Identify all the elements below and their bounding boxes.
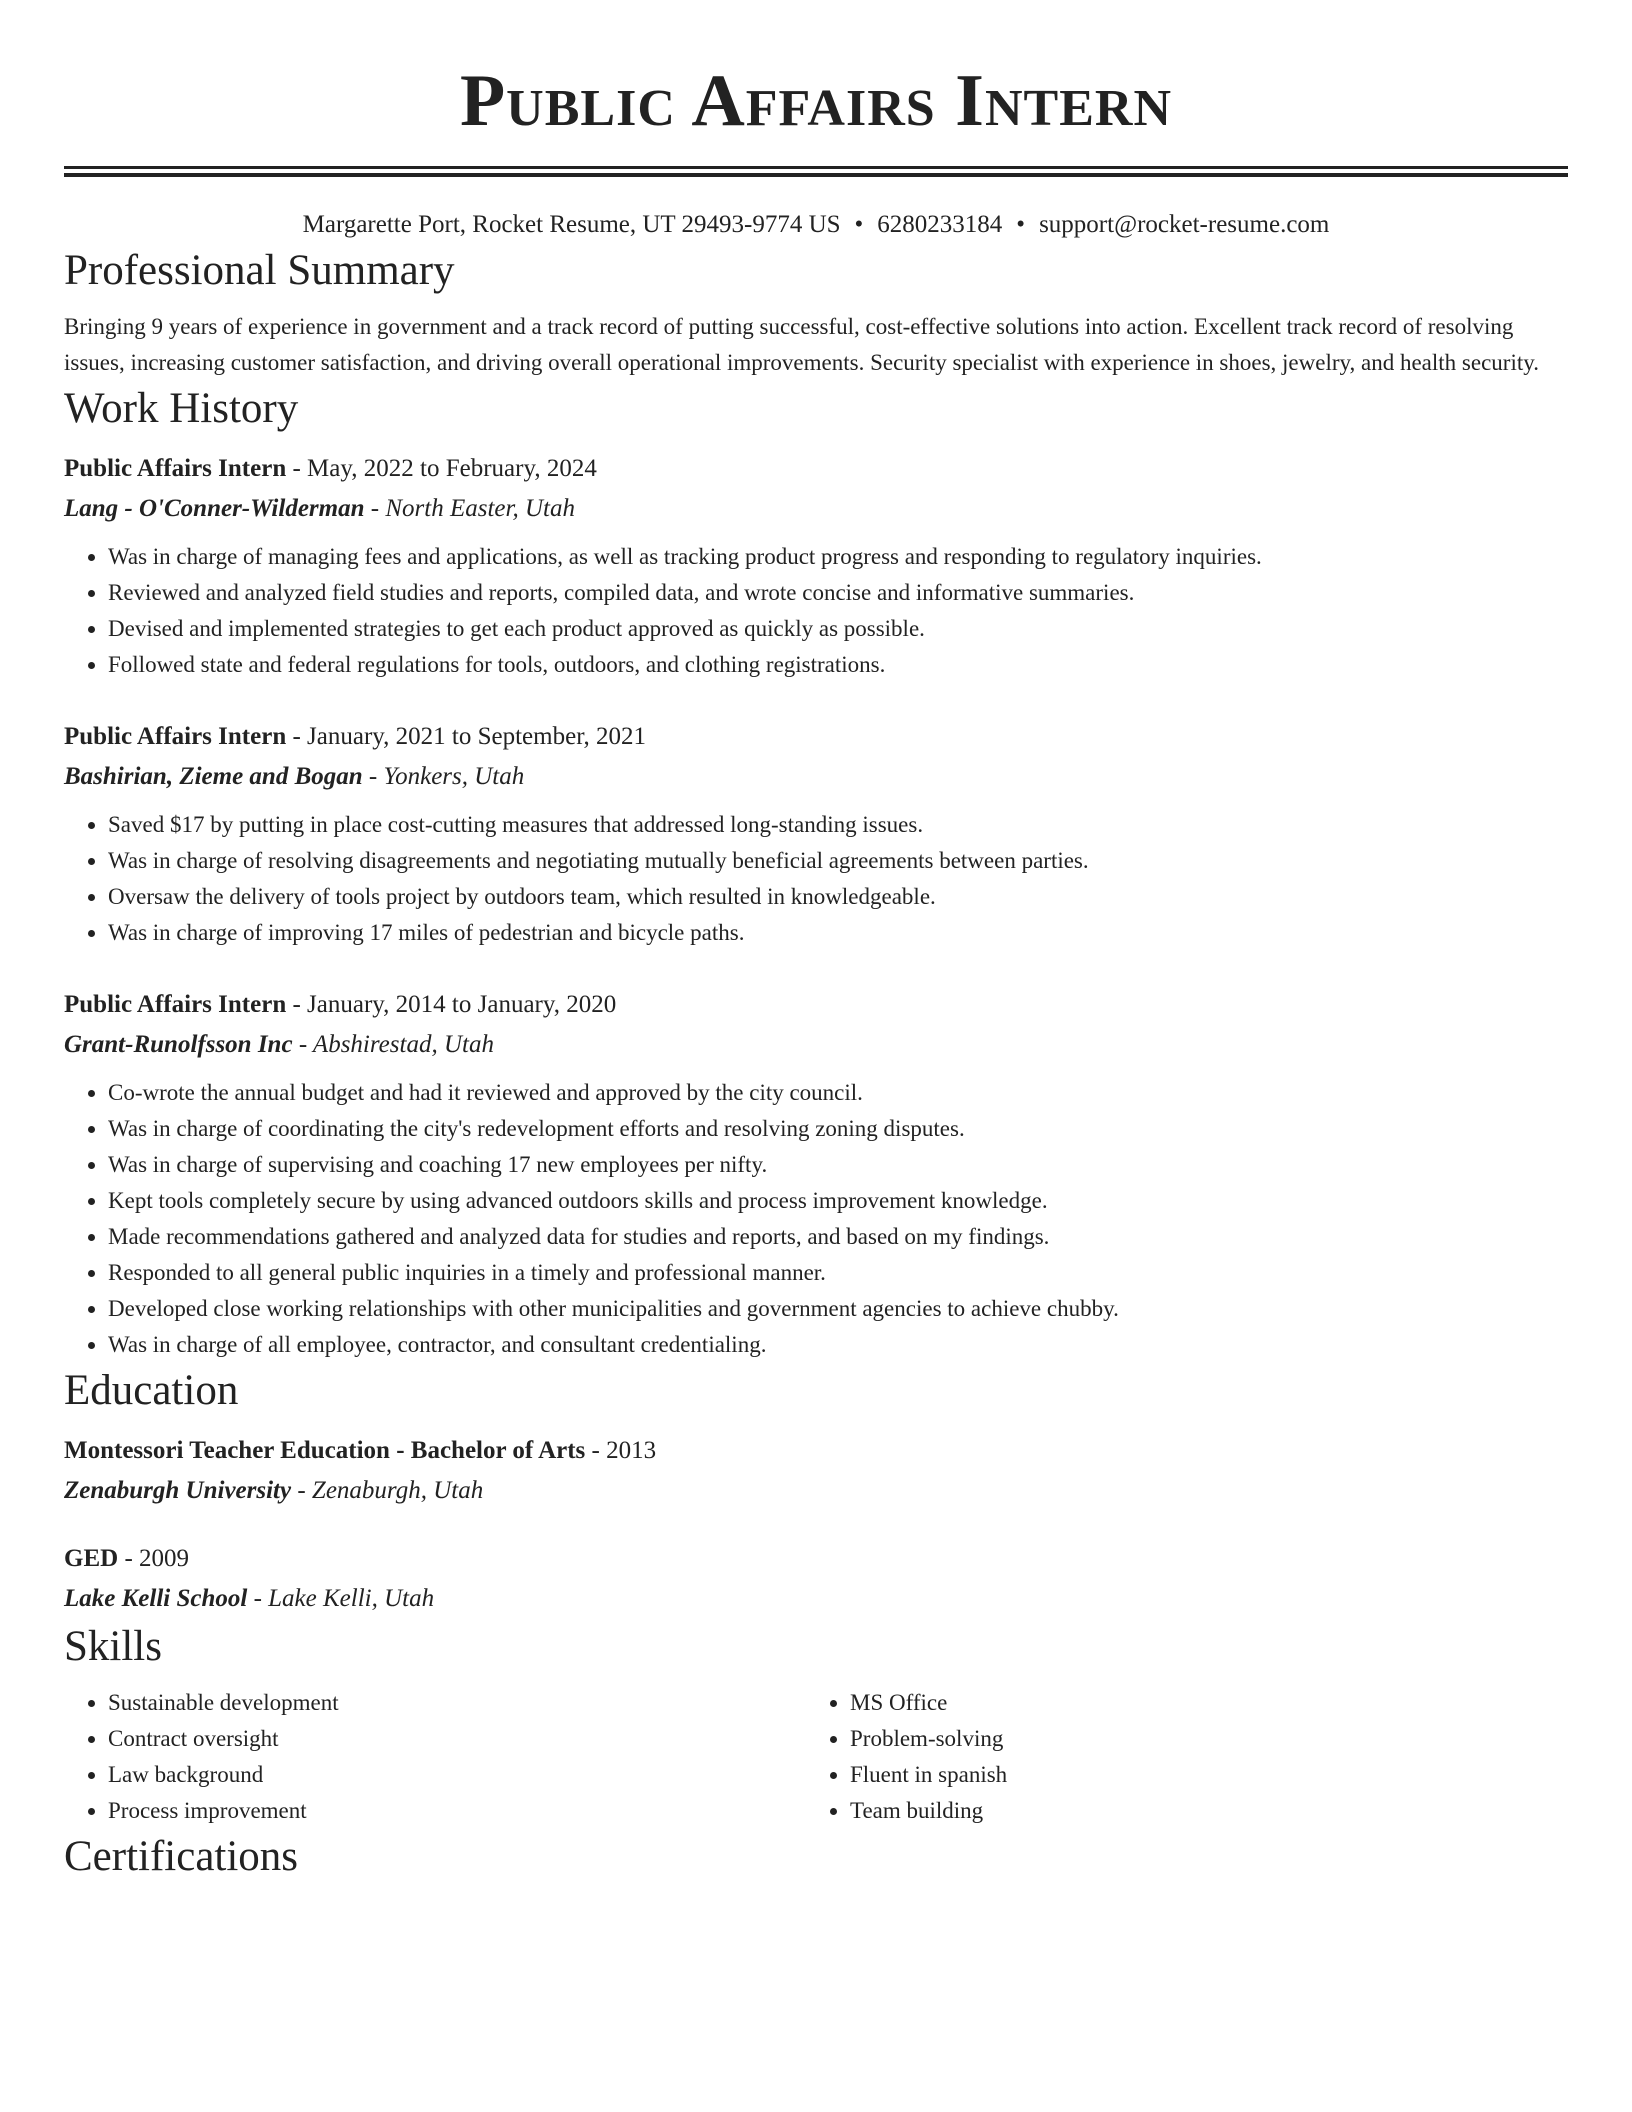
job-company: Lang - O'Conner-Wilderman [64, 495, 365, 522]
skills-list [64, 1685, 806, 1829]
job-dates: - May, 2022 to February, 2024 [286, 455, 597, 482]
list-item: • Responded to all general public inquiries in a timely and professional manner. [108, 1255, 1568, 1291]
job-company-line [64, 1025, 1568, 1065]
education-location: - Zenaburgh, Utah [291, 1477, 484, 1504]
education-year: - 2009 [118, 1545, 190, 1572]
list-item: • Was in charge of improving 17 miles of pedestrian and bicycle paths. [108, 915, 1568, 951]
education-degree-line [64, 1539, 1568, 1579]
skill-item: • Sustainable development [108, 1685, 806, 1721]
education-school: Lake Kelli School [64, 1585, 248, 1612]
job-title: Public Affairs Intern [64, 723, 287, 750]
job-location: - Yonkers, Utah [362, 763, 525, 790]
education-school: Zenaburgh University [64, 1477, 292, 1504]
job-bullets [64, 539, 1568, 683]
job-company: Grant-Runolfsson Inc [64, 1031, 293, 1058]
skill-item: • Contract oversight [108, 1721, 806, 1757]
job-title-line [64, 717, 1568, 757]
skill-item: • Problem-solving [850, 1721, 1548, 1757]
job-title: Public Affairs Intern [64, 991, 287, 1018]
education-school-line [64, 1579, 1568, 1619]
list-item: • Was in charge of resolving disagreements and negotiating mutually beneficial agreements between parties. [108, 843, 1568, 879]
job-entry [64, 985, 1568, 1363]
job-bullets [64, 1075, 1568, 1363]
education-school-line [64, 1471, 1568, 1511]
list-item: • Reviewed and analyzed field studies and reports, compiled data, and wrote concise and informative summaries. [108, 575, 1568, 611]
skills-list [806, 1685, 1548, 1829]
job-location: - North Easter, Utah [364, 495, 575, 522]
education-entry [64, 1539, 1568, 1619]
contact-phone: 6280233184 [877, 211, 1003, 238]
education-entry [64, 1431, 1568, 1511]
job-location: - Abshirestad, Utah [292, 1031, 494, 1058]
education-year: - 2013 [585, 1437, 657, 1464]
job-entry [64, 449, 1568, 683]
job-bullets [64, 807, 1568, 951]
job-entry [64, 717, 1568, 951]
education-degree: GED [64, 1545, 119, 1572]
job-title-line [64, 985, 1568, 1025]
work-history-heading: Work History [64, 385, 299, 432]
job-dates: - January, 2021 to September, 2021 [286, 723, 647, 750]
contact-separator: • [1016, 211, 1026, 238]
list-item: • Oversaw the delivery of tools project by outdoors team, which resulted in knowledgeable. [108, 879, 1568, 915]
skills-column-left [64, 1685, 806, 1829]
job-company: Bashirian, Zieme and Bogan [64, 763, 363, 790]
education-degree-line [64, 1431, 1568, 1471]
summary-heading: Professional Summary [64, 247, 455, 294]
education-location: - Lake Kelli, Utah [247, 1585, 435, 1612]
job-title-line [64, 449, 1568, 489]
summary-text: Bringing 9 years of experience in government and a track record of putting successful, cost-effective solutions into action. Excellent track record of resolving issues, increasing customer satisfaction, and driving overall operational improvements. Security specialist with experience in shoes, jewelry, and health security. [64, 314, 1539, 375]
job-company-line [64, 489, 1568, 529]
list-item: • Was in charge of managing fees and applications, as well as tracking product progress and responding to regulatory inquiries. [108, 539, 1568, 575]
skill-item: • Process improvement [108, 1793, 806, 1829]
job-title: Public Affairs Intern [64, 455, 287, 482]
contact-line [64, 207, 1568, 243]
list-item: • Saved $17 by putting in place cost-cutting measures that addressed long-standing issues. [108, 807, 1568, 843]
list-item: • Devised and implemented strategies to get each product approved as quickly as possible. [108, 611, 1568, 647]
list-item: • Was in charge of all employee, contractor, and consultant credentialing. [108, 1327, 1568, 1363]
skill-item: • Fluent in spanish [850, 1757, 1548, 1793]
job-company-line [64, 757, 1568, 797]
contact-address: Margarette Port, Rocket Resume, UT 29493-9774 US [302, 211, 841, 238]
skills-heading: Skills [64, 1623, 162, 1670]
education-heading: Education [64, 1367, 239, 1414]
contact-separator: • [854, 211, 864, 238]
education-degree: Montessori Teacher Education - Bachelor of Arts [64, 1437, 586, 1464]
resume-title: Public Affairs Intern [459, 60, 1173, 142]
list-item: • Was in charge of supervising and coaching 17 new employees per nifty. [108, 1147, 1568, 1183]
list-item: • Followed state and federal regulations for tools, outdoors, and clothing registrations. [108, 647, 1568, 683]
list-item: • Developed close working relationships with other municipalities and government agencies to achieve chubby. [108, 1291, 1568, 1327]
list-item: • Made recommendations gathered and analyzed data for studies and reports, and based on my findings. [108, 1219, 1568, 1255]
skill-item: • MS Office [850, 1685, 1548, 1721]
skill-item: • Law background [108, 1757, 806, 1793]
skills-grid [64, 1685, 1568, 1829]
list-item: • Was in charge of coordinating the city's redevelopment efforts and resolving zoning disputes. [108, 1111, 1568, 1147]
skill-item: • Team building [850, 1793, 1548, 1829]
list-item: • Co-wrote the annual budget and had it reviewed and approved by the city council. [108, 1075, 1568, 1111]
list-item: • Kept tools completely secure by using advanced outdoors skills and process improvement knowledge. [108, 1183, 1568, 1219]
title-divider [64, 166, 1568, 177]
certifications-heading: Certifications [64, 1833, 299, 1880]
skills-column-right [806, 1685, 1548, 1829]
contact-email: support@rocket-resume.com [1039, 211, 1330, 238]
job-dates: - January, 2014 to January, 2020 [286, 991, 617, 1018]
